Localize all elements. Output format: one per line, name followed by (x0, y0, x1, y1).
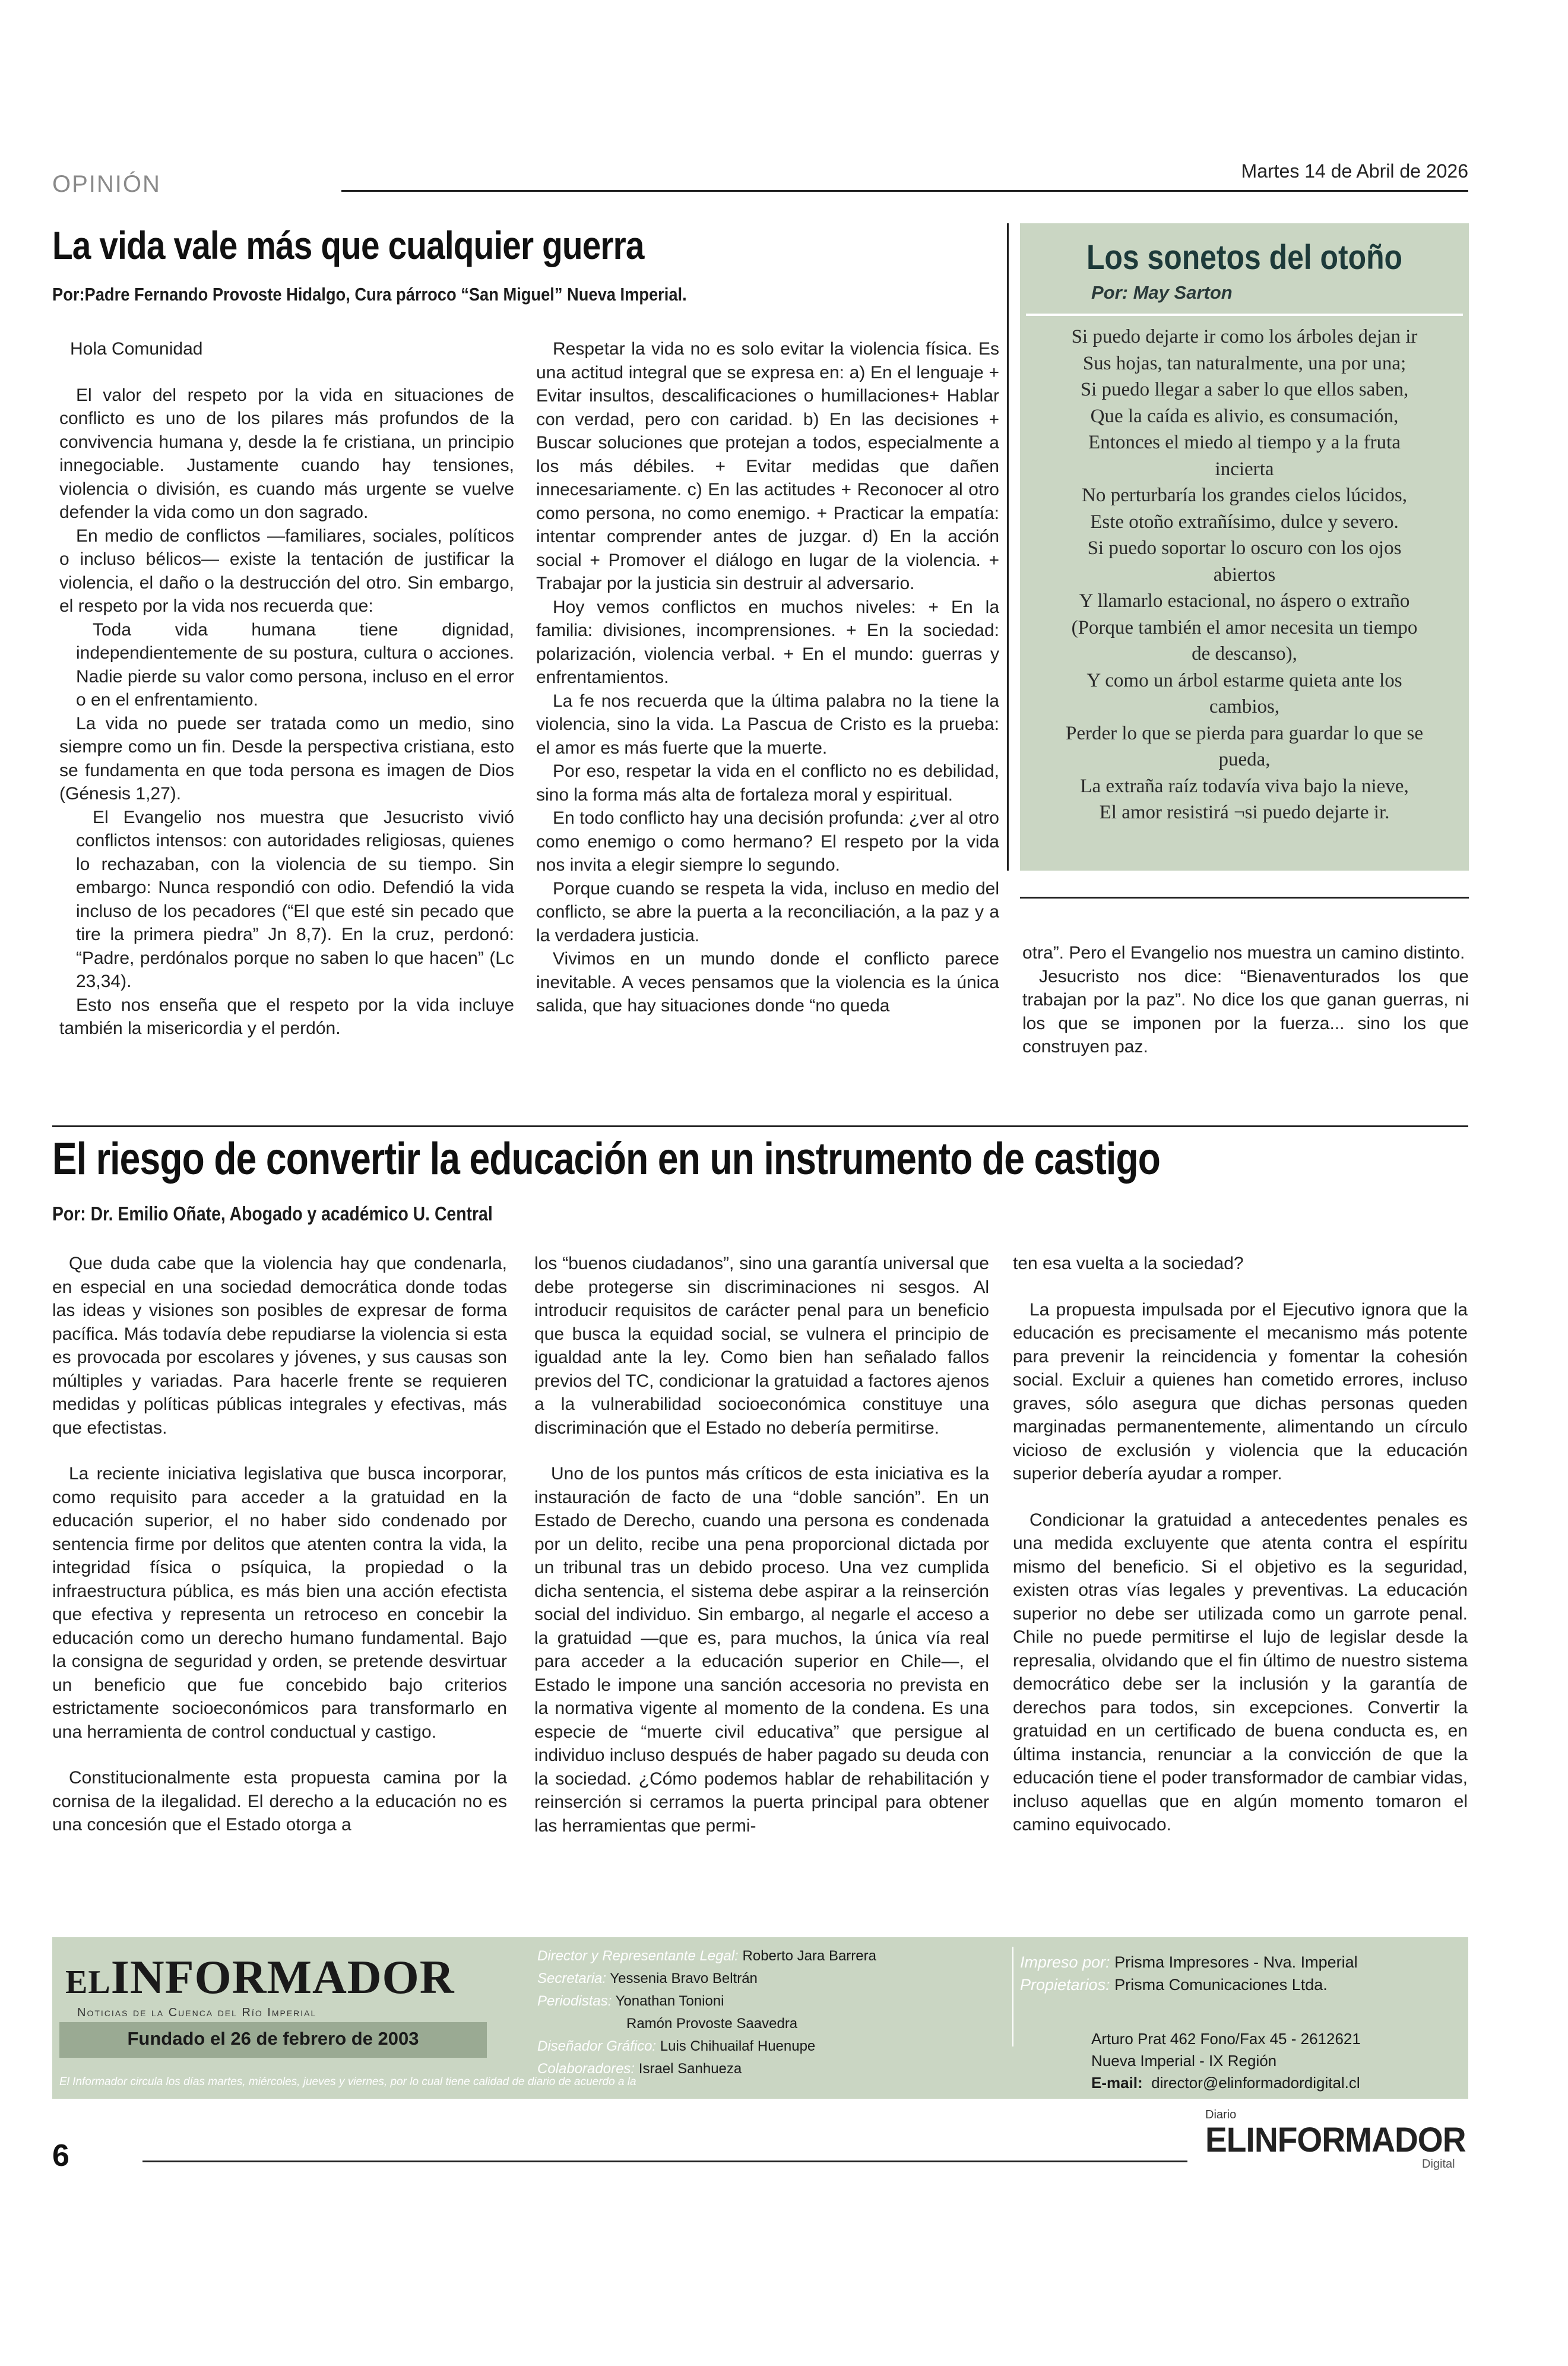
article1-byline: Por:Padre Fernando Provoste Hidalgo, Cura párroco “San Miguel” Nueva Imperial. (52, 284, 687, 305)
sonnet-line: El amor resistirá ¬si puedo dejarte ir. (1099, 802, 1390, 823)
article2-col1-p1: La reciente iniciativa legislativa que busca incorporar, como requisito para acceder a la gratuidad en la educación superior, el no haber sido condenado por sentencia firme por delitos que atenten contra la vida, la integridad física o psíquica, la propiedad o la infraestructura pública, es más bien una acción efectista que efectiva y representa un retroceso en concebir la educación como un derecho humano fundamental. Bajo la consigna de seguridad y orden, se pretende desvirtuar un beneficio que fue concebido bajo criterios estrictamente socioeconómicos para transformarlo en una herramienta de control conductual y castigo. (52, 1464, 507, 1742)
article1-column-1 (59, 337, 514, 1040)
article1-title: La vida vale más que cualquier guerra (52, 223, 644, 267)
staff-row: Diseñador Gráfico: Luis Chihuailaf Huenupe (537, 2038, 816, 2054)
brand-logo: ELINFORMADOR (1205, 2121, 1466, 2159)
address-line-1: Arturo Prat 462 Fono/Fax 45 - 2612621 (1091, 2030, 1361, 2048)
sonnet-line: Este otoño extrañísimo, dulce y severo. (1090, 511, 1399, 533)
article1-col2-p3: Por eso, respetar la vida en el conflicto no es debilidad, sino la forma más alta de fortaleza moral y espiritual. (536, 761, 999, 805)
sonnet-title: Los sonetos del otoño (1086, 238, 1403, 277)
sonnet-line: Que la caída es alivio, es consumación, (1090, 405, 1399, 427)
sonnet-author: Por: May Sarton (1091, 282, 1233, 303)
staff-row: Ramón Provoste Saavedra (626, 2016, 798, 2032)
article1-col3-p1: Jesucristo nos dice: “Bienaventurados los que trabajan por la paz”. No dice los que ganan guerras, ni los que se imponen por la fuerza... sino los que construyen paz. (1022, 966, 1469, 1057)
article2-title: El riesgo de convertir la educación en un instrumento de castigo (52, 1134, 1161, 1184)
brand-label-bottom: Digital (1422, 2158, 1455, 2171)
sonnet-divider (1026, 314, 1463, 316)
brand-label-top: Diario (1205, 2108, 1237, 2121)
section-label: OPINIÓN (52, 171, 161, 197)
sonnet-line: Si puedo llegar a saber lo que ellos saben, (1080, 379, 1409, 400)
sonnet-line: No perturbaría los grandes cielos lúcidos, (1081, 485, 1407, 506)
article1-col1-p3: Toda vida humana tiene dignidad, independientemente de su postura, cultura o acciones. Nadie pierde su valor como persona, incluso en el error o en el enfrentamiento. (76, 619, 514, 710)
article1-col1-p1: El valor del respeto por la vida en situaciones de conflicto es uno de los pilares más profundos de la convivencia humana y, desde la fe cristiana, un principio innegociable. Justamente cuando hay tensiones, violencia o división, es cuando más urgente se vuelve defender la vida como un don sagrado. (59, 385, 514, 522)
article1-col1-p2: En medio de conflictos —familiares, sociales, políticos o incluso bélicos— existe la tentación de justificar la violencia, el daño o la destrucción del otro. Sin embargo, el respeto por la vida nos recuerda que: (59, 526, 514, 616)
sonnet-line: Perder lo que se pierda para guardar lo que se (1066, 722, 1423, 744)
founded-text: Fundado el 26 de febrero de 2003 (127, 2028, 419, 2049)
article1-col2-p4: En todo conflicto hay una decisión profunda: ¿ver al otro como enemigo o como hermano? El respeto por la vida nos invita a elegir siempre lo segundo. (536, 808, 999, 875)
header-divider (341, 190, 1468, 192)
article1-col2-p0: Respetar la vida no es solo evitar la violencia física. Es una actitud integral que se expresa en: a) En el lenguaje + Evitar insultos, descalificaciones o humillaciones+ Hablar con verdad, pero con caridad. b) En las decisiones + Buscar soluciones que protejan a todos, especialmente a los más débiles. + Evitar medidas que dañen innecesariamente. c) En las actitudes + Reconocer al otro como persona, no como enemigo. + Practicar la empatía: intentar comprender antes de juzgar. d) En la acción social + Promover el diálogo en lugar de la violencia. + Trabajar por la justicia sin destruir al adversario. (536, 339, 999, 593)
article1-col2-p1: Hoy vemos conflictos en muchos niveles: + En la familia: divisiones, incomprensiones. + En la sociedad: polarización, violencia verbal. + En el mundo: guerras y enfrentamientos. (536, 597, 999, 687)
sonnet-line: Sus hojas, tan naturalmente, una por una; (1082, 352, 1407, 374)
newspaper-logo: ELINFORMADOR (65, 1951, 455, 2004)
staff-row: Director y Representante Legal: Roberto Jara Barrera (537, 1948, 876, 1964)
article1-col1-p0: Hola Comunidad (70, 339, 203, 359)
sonnet-line: Si puedo dejarte ir como los árboles dejan ir (1071, 326, 1418, 347)
article2-column-1 (52, 1252, 507, 1837)
address-line-2: Nueva Imperial - IX Región (1091, 2052, 1277, 2070)
issue-date: Martes 14 de Abril de 2026 (1241, 160, 1468, 182)
article1-col1-p6: Esto nos enseña que el respeto por la vida incluye también la misericordia y el perdón. (59, 995, 514, 1038)
staff-list (537, 1945, 876, 2080)
article2-col3-p1: La propuesta impulsada por el Ejecutivo ignora que la educación es precisamente el mecanismo más potente para prevenir la reincidencia y fomentar la cohesión social. Excluir a quienes han cometido errores, incluso graves, sólo asegura que dichas personas queden marginadas permanentemente, alimentando un círculo vicioso de exclusión y violencia que la educación superior debería ayudar a romper. (1013, 1299, 1468, 1484)
sonnet-bottom-rule (1020, 897, 1469, 899)
article2-col2-p1: Uno de los puntos más críticos de esta iniciativa es la instauración de facto de una “doble sanción”. En un Estado de Derecho, cuando una persona es condenada por un delito, recibe una pena proporcional dictada por un tribunal tras un debido proceso. Una vez cumplida dicha sentencia, el sistema debe aspirar a la reinserción social del individuo. Sin embargo, al negarle el acceso a la gratuidad —que es, para muchos, la única vía real para acceder a la educación superior en Chile—, el Estado le impone una sanción accesoria no prevista en la normativa vigente al momento de la condena. Es una especie de “muerte civil educativa” que persigue al individuo incluso después de haber pagado su deuda con la sociedad. ¿Cómo podemos hablar de rehabilitación y reinserción si cerramos la puerta principal para obtener las herramientas que permi- (534, 1464, 989, 1836)
sonnet-line: cambios, (1209, 696, 1280, 717)
sonnet-body (1032, 324, 1457, 826)
article1-col2-p6: Vivimos en un mundo donde el conflicto parece inevitable. A veces pensamos que la violencia es la única salida, que hay situaciones donde “no queda (536, 949, 999, 1016)
sonnet-line: La extraña raíz todavía viva bajo la nieve, (1080, 775, 1409, 797)
staff-row: Colaboradores: Israel Sanhueza (537, 2061, 742, 2077)
article2-col3-p0: ten esa vuelta a la sociedad? (1013, 1254, 1244, 1273)
article1-col1-p4: La vida no puede ser tratada como un medio, sino siempre como un fin. Desde la perspectiva cristiana, esto se fundamenta en que toda persona es imagen de Dios (Génesis 1,27). (59, 713, 514, 804)
circulation-note: El Informador circula los días martes, miércoles, jueves y viernes, por lo cual tiene calidad de diario de acuerdo a la (59, 2076, 636, 2088)
article2-col2-p0: los “buenos ciudadanos”, sino una garantía universal que debe protegerse sin discriminaciones ni sesgos. Al introducir requisitos de carácter penal para un beneficio que busca la equidad social, se vulnera el principio de igualdad ante la ley. Como bien han señalado fallos previos del TC, condicionar la gratuidad a factores ajenos a la vulnerabilidad socioeconómica constituye una discriminación que el Estado no debería permitirse. (534, 1254, 989, 1438)
sonnet-line: de descanso), (1192, 643, 1297, 665)
article2-column-3 (1013, 1252, 1468, 1837)
article2-column-2 (534, 1252, 989, 1837)
article1-col3-p0: otra”. Pero el Evangelio nos muestra un camino distinto. (1022, 943, 1465, 963)
logo-subtitle: Noticias de la Cuenca del Río Imperial (77, 2006, 317, 2019)
staff-row: Periodistas: Yonathan Tonioni (537, 1993, 724, 2009)
sonnet-line: abiertos (1213, 564, 1276, 586)
article1-column-3 (1022, 941, 1469, 1059)
article2-col1-p2: Constitucionalmente esta propuesta camina por la cornisa de la ilegalidad. El derecho a la educación no es una concesión que el Estado otorga a (52, 1768, 507, 1834)
article2-col1-p0: Que duda cabe que la violencia hay que condenarla, en especial en una sociedad democrática donde todas las ideas y visiones son posibles de expresar de forma pacífica. Más todavía debe repudiarse la violencia si esta es provocada por escolares y jóvenes, y sus causas son múltiples y variadas. Para hacerle frente se requieren medidas y políticas públicas integrales y efectivas, más que efectistas. (52, 1254, 507, 1438)
sonnet-line: Y llamarlo estacional, no áspero o extraño (1079, 590, 1410, 612)
sonnet-line: Entonces el miedo al tiempo y a la fruta (1088, 432, 1401, 453)
sonnet-line: pueda, (1218, 749, 1271, 770)
page-number: 6 (52, 2139, 69, 2173)
email-line: E-mail: director@elinformadordigital.cl (1091, 2074, 1360, 2092)
sonnet-line: Si puedo soportar lo oscuro con los ojos (1087, 537, 1402, 559)
section-divider (52, 1125, 1468, 1127)
printing-info: Impreso por: Prisma Impresores - Nva. Imperial Propietarios: Prisma Comunicaciones Ltda. (1020, 1953, 1358, 1994)
footer-divider (142, 2161, 1187, 2162)
article1-col1-p5: El Evangelio nos muestra que Jesucristo vivió conflictos intensos: con autoridades religiosas, quienes lo rechazaban, con la violencia de su tiempo. Sin embargo: Nunca respondió con odio. Defendió la vida incluso de los pecadores (“El que esté sin pecado que tire la primera piedra” Jn 8,7). En la cruz, perdonó: “Padre, perdónalos porque no saben lo que hacen” (Lc 23,34). (76, 807, 514, 991)
sonnet-line: incierta (1215, 458, 1274, 480)
staff-row: Secretaria: Yessenia Bravo Beltrán (537, 1970, 758, 1987)
column-divider (1007, 223, 1009, 871)
article2-col3-p2: Condicionar la gratuidad a antecedentes penales es una medida excluyente que atenta contra el espíritu mismo del beneficio. Si el objetivo es la seguridad, existen otras vías legales y preventivas. La educación superior no debe ser utilizada como un garrote penal. Chile no puede permitirse el lujo de legislar desde la represalia, olvidando que el fin último de nuestro sistema democrático debe ser la inclusión y la garantía de derechos para todos, sin excepciones. Convertir la gratuidad en un certificado de buena conducta es, en última instancia, renunciar a la convicción de que la educación tiene el poder transformador de cambiar vidas, incluso aquellas que en algún momento tomaron el camino equivocado. (1013, 1510, 1468, 1834)
article1-col2-p2: La fe nos recuerda que la última palabra no la tiene la violencia, sino la vida. La Pascua de Cristo es la prueba: el amor es más fuerte que la muerte. (536, 691, 999, 758)
email-link[interactable]: director@elinformadordigital.cl (1151, 2074, 1360, 2092)
article2-byline: Por: Dr. Emilio Oñate, Abogado y académico U. Central (52, 1203, 493, 1225)
sonnet-line: Y como un árbol estarme quieta ante los (1086, 669, 1402, 691)
article1-column-2 (536, 337, 999, 1018)
masthead-divider (1012, 1947, 1013, 2046)
sonnet-line: (Porque también el amor necesita un tiempo (1071, 616, 1418, 638)
article1-col2-p5: Porque cuando se respeta la vida, incluso en medio del conflicto, se abre la puerta a la reconciliación, a la paz y a la verdadera justicia. (536, 878, 999, 945)
